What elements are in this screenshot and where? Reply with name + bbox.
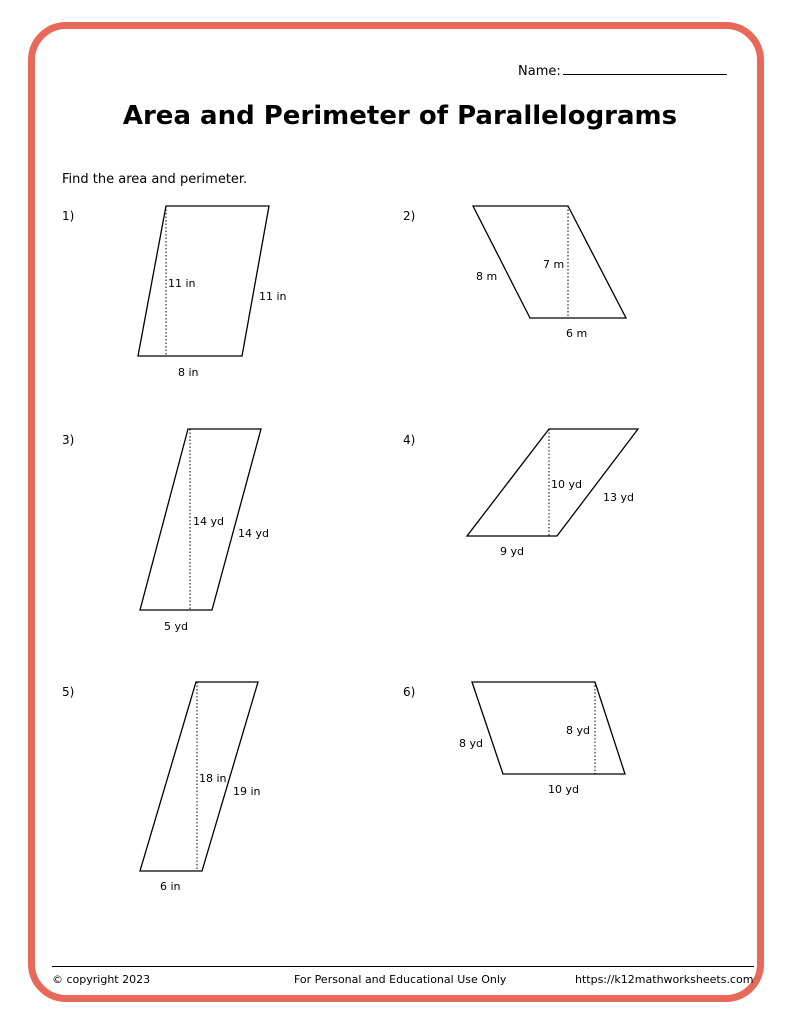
- problem-3-figure: [140, 429, 269, 633]
- instructions: Find the area and perimeter.: [62, 172, 248, 187]
- height-label-1: 11 in: [168, 277, 196, 290]
- base-label-4: 9 yd: [500, 545, 524, 558]
- side-label-1: 11 in: [259, 290, 287, 303]
- footer-divider: [52, 966, 754, 967]
- height-label-4: 10 yd: [551, 478, 582, 491]
- base-label-2: 6 m: [566, 327, 588, 340]
- problem-1-number: 1): [62, 209, 75, 223]
- base-label-3: 5 yd: [164, 620, 188, 633]
- footer-usage: For Personal and Educational Use Only: [294, 973, 507, 986]
- base-label-5: 6 in: [160, 880, 181, 893]
- problem-4-number: 4): [403, 433, 416, 447]
- problem-6-number: 6): [403, 685, 416, 699]
- height-label-5: 18 in: [199, 772, 227, 785]
- problem-2-figure: [473, 206, 626, 340]
- problem-5-number: 5): [62, 685, 75, 699]
- name-label: Name:: [518, 64, 561, 79]
- problem-3-number: 3): [62, 433, 75, 447]
- page-title: Area and Perimeter of Parallelograms: [122, 101, 678, 131]
- height-label-6: 8 yd: [566, 724, 590, 737]
- height-label-3: 14 yd: [193, 515, 224, 528]
- side-label-2: 8 m: [476, 270, 498, 283]
- problem-5-figure: [140, 682, 261, 893]
- side-label-5: 19 in: [233, 785, 261, 798]
- height-label-2: 7 m: [543, 258, 565, 271]
- side-label-6: 8 yd: [459, 737, 483, 750]
- problem-6-figure: [459, 682, 625, 796]
- footer-site-link[interactable]: https://k12mathworksheets.com: [575, 973, 754, 986]
- base-label-6: 10 yd: [548, 783, 579, 796]
- footer-copyright: © copyright 2023: [52, 973, 151, 986]
- parallelogram-1: [138, 206, 269, 356]
- problem-4-figure: [467, 429, 638, 558]
- parallelogram-6: [472, 682, 625, 774]
- problem-1-figure: [138, 206, 287, 379]
- problem-2-number: 2): [403, 209, 416, 223]
- base-label-1: 8 in: [178, 366, 199, 379]
- side-label-4: 13 yd: [603, 491, 634, 504]
- side-label-3: 14 yd: [238, 527, 269, 540]
